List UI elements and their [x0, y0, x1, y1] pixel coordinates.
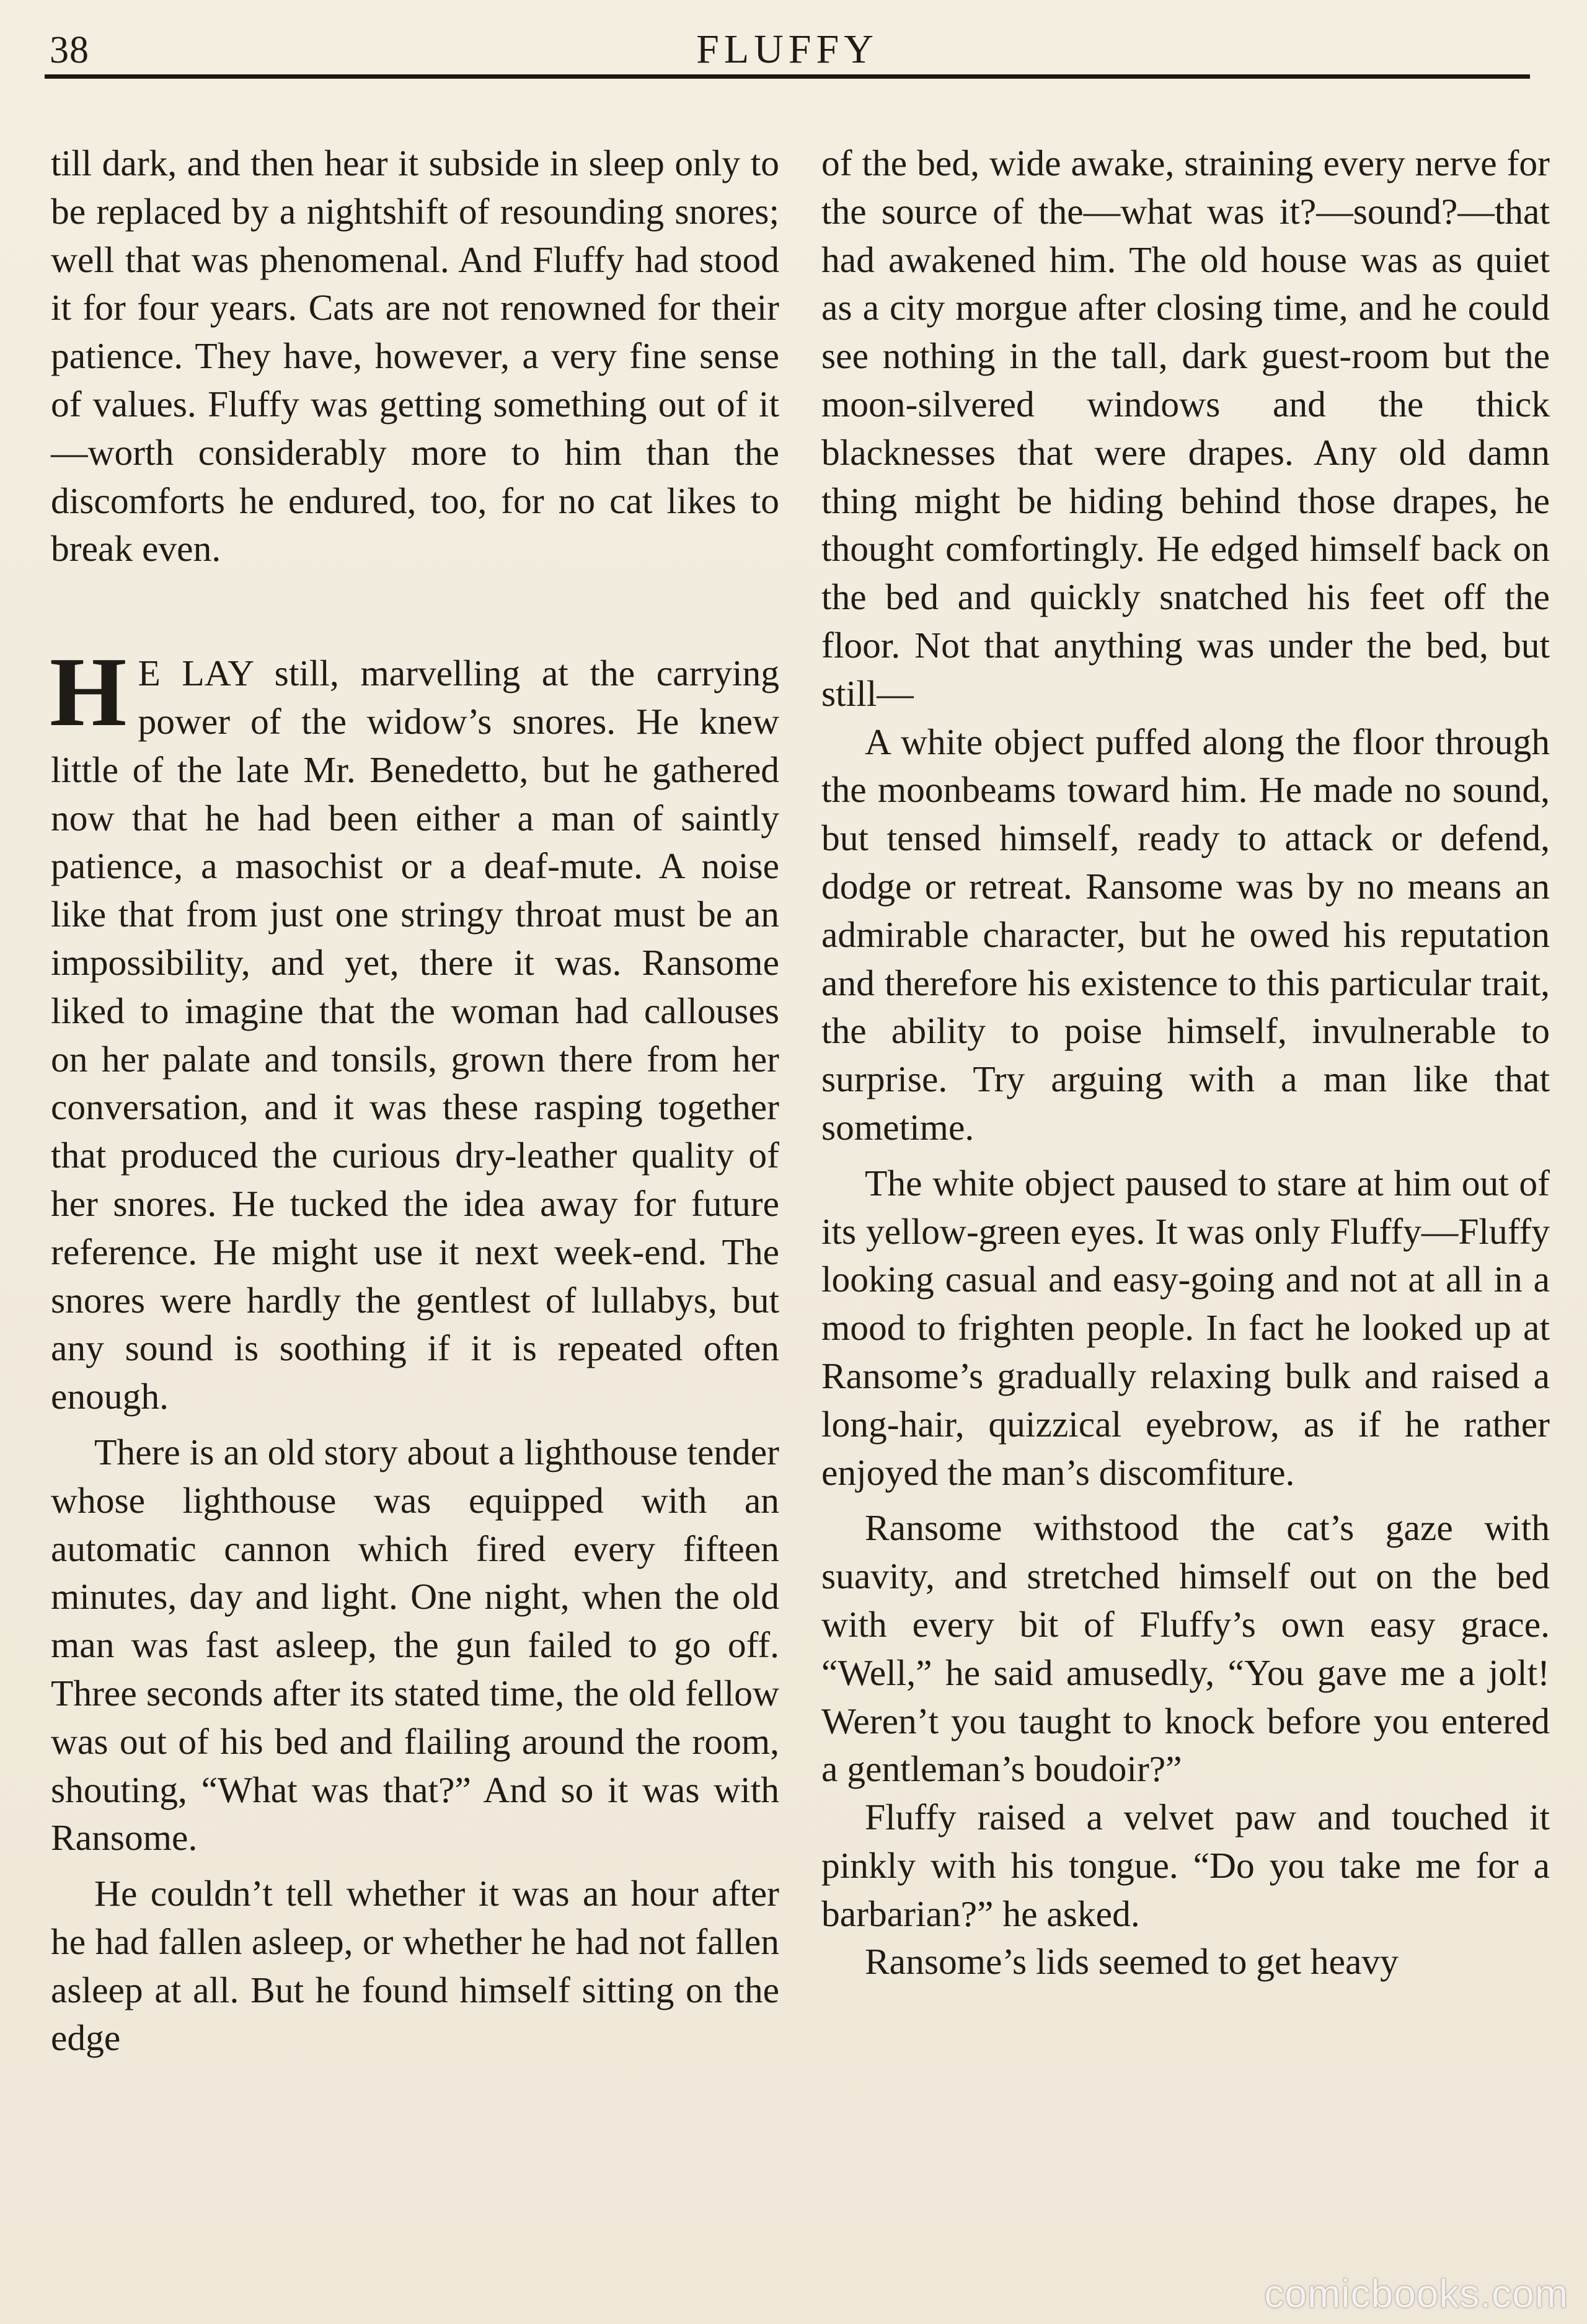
running-title: FLUFFY — [696, 27, 878, 72]
paragraph: Fluffy raised a velvet paw and touched it pinkly with his tongue. “Do you take me for a barbarian?” he asked. — [821, 1797, 1550, 1934]
paragraph: He couldn’t tell whether it was an hour after he had fallen asleep, or whether he had not fallen asleep at all. But he found himself sitting on the edge — [51, 1873, 779, 2059]
paragraph: of the bed, wide awake, straining every nerve for the source of the—what was it?—sound?—that had awakened him. The old house was as quiet as a city morgue after closing time, and he could see nothing in the tall, dark guest-room but the moon-silvered windows and the thick blacknesses that were drapes. Any old damn thing might be hiding behind those drapes, he thought comfortingly. He edged himself back on the bed and quickly snatched his feet off the floor. Not that anything was under the bed, but still— — [821, 143, 1550, 714]
site-watermark: comicbooks.com — [1264, 2271, 1568, 2316]
right-column — [821, 139, 1550, 1986]
paragraph-with-dropcap — [50, 636, 779, 1421]
paragraph-text: E LAY still, marvelling at the carrying power of the widow’s snores. He knew little of the late Mr. Benedetto, but he gathered now that he had been either a man of saintly patience, a masochist or a deaf-mute. A noise like that from just one stringy throat must be an impossibility, and yet, there it was. Ransome liked to imagine that the woman had callouses on her palate and tonsils, grown there from her conversation, and it was these rasping together that produced the curious dry-leather quality of her snores. He tucked the idea away for future reference. He might use it next week-end. The snores were hardly the gentlest of lullabys, but any sound is soothing if it is repeated often enough. — [51, 653, 779, 1417]
paragraph: Ransome’s lids seemed to get heavy — [865, 1941, 1399, 1983]
paragraph: Ransome withstood the cat’s gaze with suavity, and stretched himself out on the bed with every bit of Fluffy’s own easy grace. “Well,” he said amusedly, “You gave me a jolt! Weren’t you taught to knock before you entered a gentleman’s boudoir?” — [821, 1507, 1550, 1790]
paragraph: There is an old story about a lighthouse tender whose lighthouse was equipped with an automatic cannon which fired every fifteen minutes, day and light. One night, when the old man was fast asleep, the gun failed to go off. Three seconds after its stated time, the old fellow was out of his bed and flailing around the room, shouting, “What was that?” And so it was with Ransome. — [51, 1431, 779, 1859]
left-column — [51, 139, 779, 2062]
page-number: 38 — [50, 29, 89, 71]
paragraph: The white object paused to stare at him out of its yellow-green eyes. It was only Fluffy—Fluffy looking casual and easy-going and not at all in a mood to frighten people. In fact he looked up at Ransome’s gradually relaxing bulk and raised a long-hair, quizzical eyebrow, as if he rather enjoyed the man’s discomfiture. — [821, 1162, 1550, 1493]
paragraph: A white object puffed along the floor through the moonbeams toward him. He made no sound, but tensed himself, ready to attack or defend, dodge or retreat. Ransome was by no means an admirable character, but he owed his reputation and therefore his existence to this particular trait, the ability to poise himself, invulnerable to surprise. Try arguing with a man like that sometime. — [821, 721, 1550, 1148]
paragraph: till dark, and then hear it subside in sleep only to be replaced by a nightshift of resounding snores; well that was phenomenal. And Fluffy had stood it for four years. Cats are not renowned for their patience. They have, however, a very fine sense of values. Fluffy was getting something out of it—worth considerably more to him than the discomforts he endured, too, for no cat likes to break even. — [51, 143, 779, 570]
page-header — [45, 17, 1530, 73]
drop-cap: H — [50, 636, 127, 747]
header-rule — [45, 74, 1530, 79]
